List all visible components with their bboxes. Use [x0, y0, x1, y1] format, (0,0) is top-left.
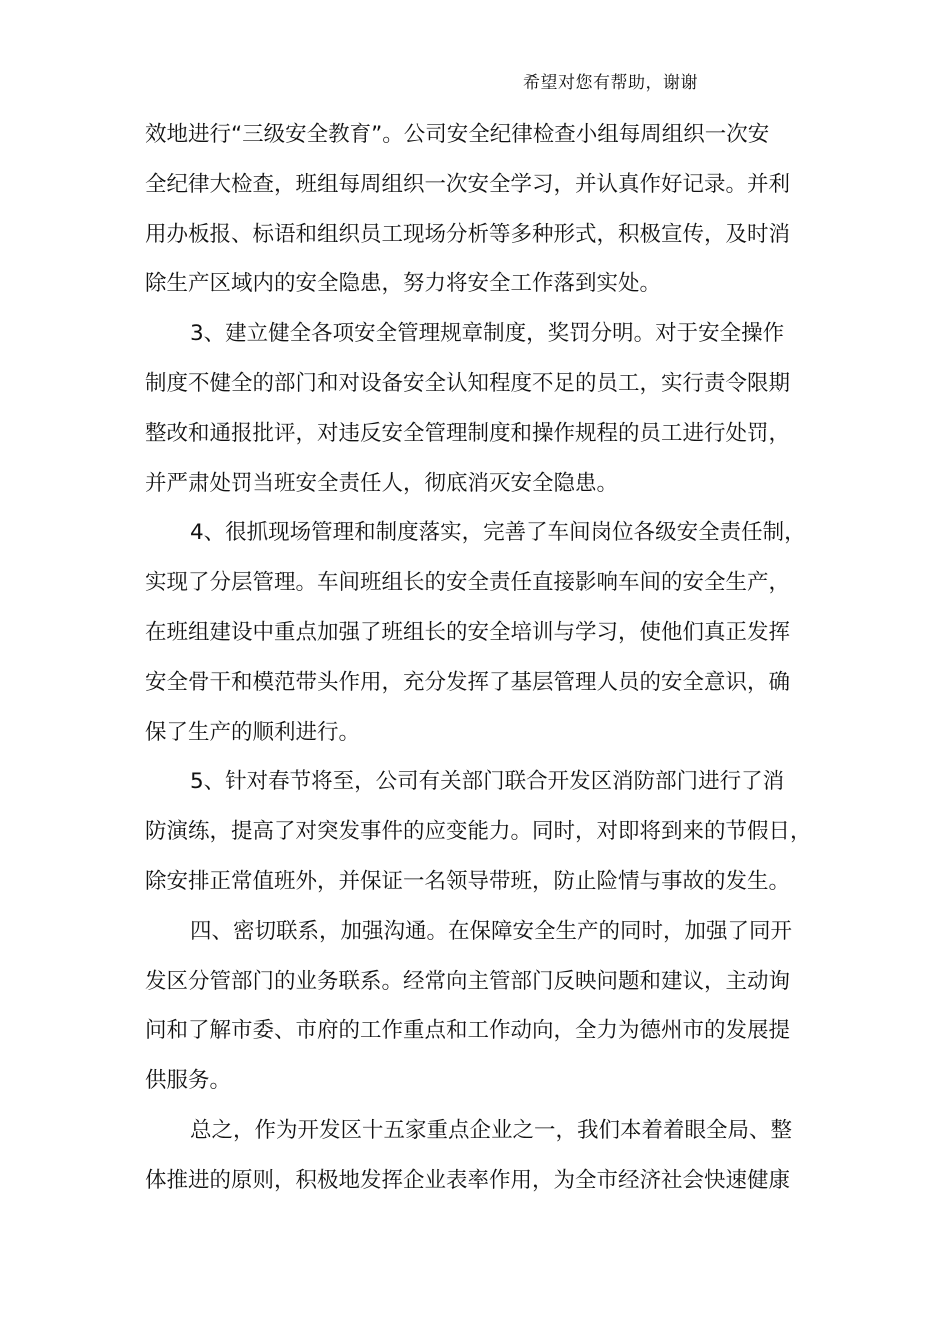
text-line: 制度不健全的部门和对设备安全认知程度不足的员工，实行责令限期 — [145, 370, 791, 396]
text-line: 保了生产的顺利进行。 — [145, 719, 361, 745]
paragraph-start-line: 四、密切联系，加强沟通。在保障安全生产的同时，加强了同开 — [190, 918, 793, 944]
text-line: 除安排正常值班外，并保证一名领导带班，防止险情与事故的发生。 — [145, 868, 791, 894]
paragraph-start-line: 3、建立健全各项安全管理规章制度，奖罚分明。对于安全操作 — [190, 321, 785, 347]
text-line: 除生产区域内的安全隐患，努力将安全工作落到实处。 — [145, 271, 662, 297]
paragraph-start-line: 5、针对春节将至，公司有关部门联合开发区消防部门进行了消 — [190, 769, 785, 795]
text-line: 全纪律大检查，班组每周组织一次安全学习，并认真作好记录。并利 — [145, 171, 791, 197]
text-line: 安全骨干和模范带头作用，充分发挥了基层管理人员的安全意识，确 — [145, 669, 791, 695]
text-line: 并严肃处罚当班安全责任人，彻底消灭安全隐患。 — [145, 470, 619, 496]
text-line: 问和了解市委、市府的工作重点和工作动向，全力为德州市的发展提 — [145, 1018, 791, 1044]
text-line: 体推进的原则，积极地发挥企业表率作用，为全市经济社会快速健康 — [145, 1167, 791, 1193]
text-line: 用办板报、标语和组织员工现场分析等多种形式，积极宣传，及时消 — [145, 221, 791, 247]
document-body — [145, 110, 815, 1206]
text-line: 整改和通报批评，对违反安全管理制度和操作规程的员工进行处罚， — [145, 420, 791, 446]
header-note: 希望对您有帮助，谢谢 — [523, 73, 698, 93]
text-line: 实现了分层管理。车间班组长的安全责任直接影响车间的安全生产， — [145, 570, 791, 596]
paragraph-start-line: 总之，作为开发区十五家重点企业之一，我们本着着眼全局、整 — [190, 1117, 793, 1143]
text-line: 防演练，提高了对突发事件的应变能力。同时，对即将到来的节假日， — [145, 819, 812, 845]
text-line: 效地进行“三级安全教育”。公司安全纪律检查小组每周组织一次安 — [145, 122, 770, 147]
text-line: 供服务。 — [145, 1068, 232, 1094]
text-line: 在班组建设中重点加强了班组长的安全培训与学习，使他们真正发挥 — [145, 619, 791, 645]
paragraph-start-line: 4、很抓现场管理和制度落实，完善了车间岗位各级安全责任制， — [190, 520, 806, 546]
text-line: 发区分管部门的业务联系。经常向主管部门反映问题和建议，主动询 — [145, 968, 791, 994]
